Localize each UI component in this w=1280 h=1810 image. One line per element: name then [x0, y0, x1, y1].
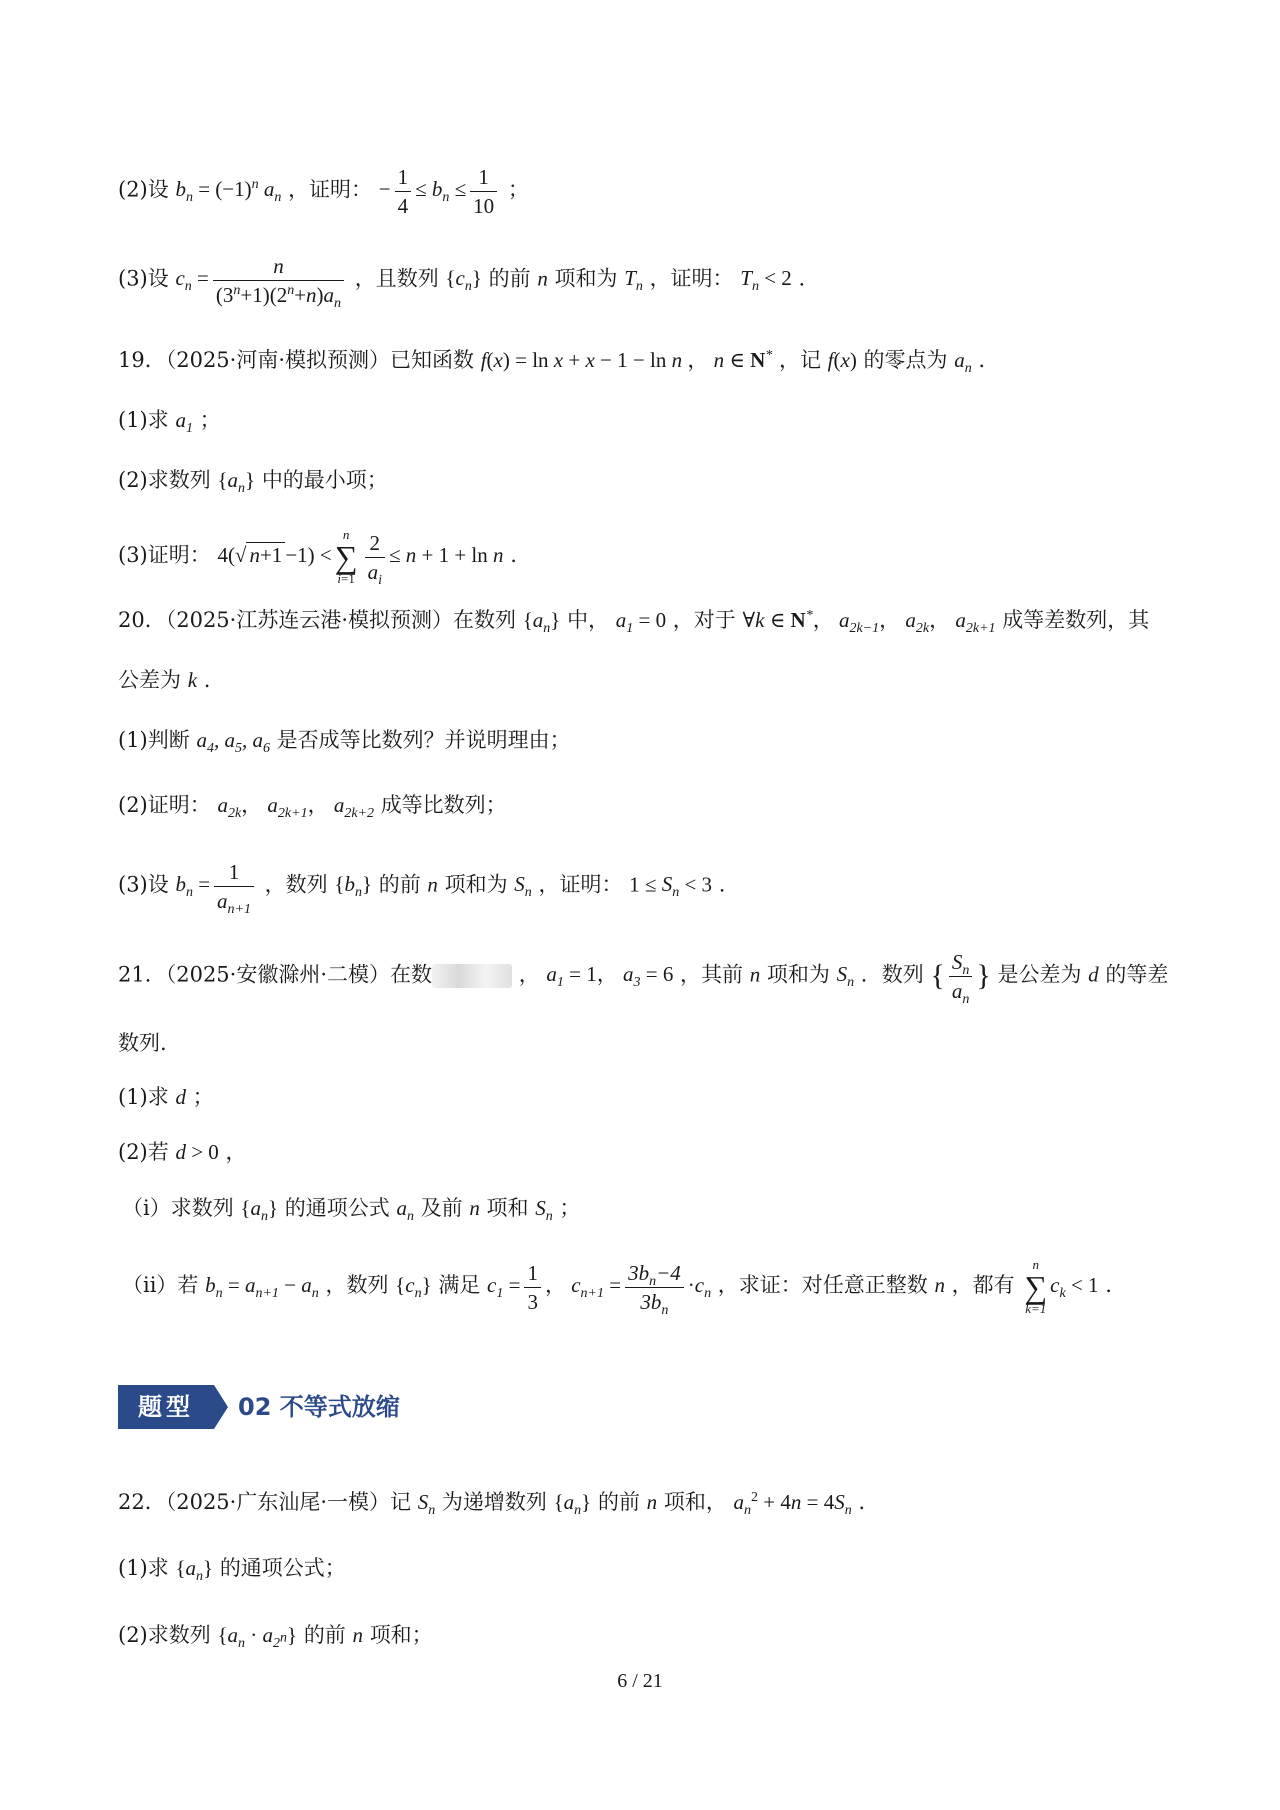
formula: $a_n$	[396, 1196, 414, 1225]
formula: { $\frac{S_n}{a_n}$ }	[930, 950, 991, 1008]
text: 项和为	[554, 266, 618, 291]
q19-part2	[118, 465, 1180, 495]
formula: $\{b_n\}$	[334, 872, 373, 901]
text: (1)求	[118, 1556, 169, 1580]
text: (1)求	[118, 408, 169, 432]
text: 的等差	[1105, 962, 1169, 987]
text: ，	[518, 962, 540, 987]
text: 是公差为	[997, 962, 1082, 987]
text: (1)求	[118, 1085, 169, 1109]
badge-arrow-icon	[214, 1385, 228, 1429]
q21-part2-i	[122, 1193, 1180, 1223]
text: ，记	[778, 348, 821, 372]
formula: n	[427, 872, 438, 897]
text: ，且数列	[354, 266, 439, 291]
q22-part1	[118, 1553, 1180, 1583]
text: 项和为	[444, 872, 508, 897]
formula: d	[1088, 962, 1099, 987]
formula: $\{c_n\}$	[445, 266, 482, 295]
formula: f(x) = ln x + x − 1 − ln n ， n ∈ N*	[480, 348, 773, 372]
blurred-region	[432, 964, 512, 988]
text: (2)求数列	[118, 1623, 211, 1647]
formula: $c_1$ = $\frac{1}{3}$ ， $c_{n+1}$ = $\frac{3b_n-4}{3b_n}$ $\cdot c_n$	[487, 1260, 712, 1318]
q21-part2	[118, 1137, 1180, 1167]
formula: $S_n$	[417, 1490, 436, 1519]
formula: $\{a_n\}$	[217, 468, 256, 497]
formula: $\{a_n\}$	[522, 608, 561, 637]
text: 的通项公式；	[219, 1556, 346, 1580]
formula: $\{a_n\}$	[175, 1556, 214, 1585]
formula: $1 \le S_n < 3$	[629, 872, 713, 901]
text: (1)判断	[118, 728, 190, 752]
text: （ii）若	[122, 1272, 199, 1297]
text: 20．（2025·江苏连云港·模拟预测）在数列	[118, 608, 517, 632]
text: 的前	[488, 266, 531, 291]
formula: $T_n < 2$	[740, 266, 792, 295]
text: 的前	[597, 1490, 640, 1514]
text: ，都有	[951, 1272, 1015, 1297]
text: 项和	[486, 1196, 529, 1220]
q18-part2	[118, 163, 1180, 220]
text: ；	[192, 1085, 214, 1109]
formula: $S_n$	[514, 872, 532, 901]
formula: n	[934, 1272, 945, 1297]
formula: $a_n^2 + 4n = 4S_n$	[733, 1490, 852, 1519]
text: 项和，	[663, 1490, 727, 1514]
text: 的前	[303, 1623, 346, 1647]
text: （i）求数列	[122, 1196, 234, 1220]
formula: − $\frac{1}{4}$ ≤ $b_n$ ≤ $\frac{1}{10}$	[379, 177, 501, 201]
section-title: 02 不等式放缩	[238, 1393, 400, 1421]
text: 成等比数列；	[380, 793, 507, 817]
text: ；	[507, 177, 529, 202]
question-20-cont	[118, 665, 1180, 695]
q22-part2	[118, 1620, 1180, 1650]
formula: d	[175, 1085, 186, 1109]
text: (2)求数列	[118, 468, 211, 492]
text: (2)设	[118, 177, 169, 202]
text: .	[203, 668, 211, 692]
text: ，	[225, 1140, 247, 1164]
formula: $a_1 = 0$	[615, 608, 667, 637]
section-banner	[118, 1385, 498, 1429]
text: ；	[199, 408, 221, 432]
text: .	[510, 542, 517, 567]
formula: $b_n = (-1)^n$ $a_n$	[175, 177, 282, 206]
formula: n	[749, 962, 761, 987]
text: ，数列	[264, 872, 328, 897]
question-21-cont	[118, 1028, 1180, 1058]
formula: $c_n$ = $\frac{n}{(3^n+1)(2^n+n)a_n}$	[175, 266, 348, 290]
text: ，对于	[672, 608, 736, 632]
text: ，求证：对任意正整数	[717, 1272, 928, 1297]
text: (3)设	[118, 872, 169, 897]
formula: $\{a_n\}$	[553, 1490, 592, 1519]
formula: n	[646, 1490, 658, 1514]
text: 的前	[378, 872, 421, 897]
text: 中的最小项；	[261, 468, 388, 492]
formula: $a_1 = 1$， $a_3 = 6$	[546, 962, 674, 991]
text: .	[798, 266, 806, 291]
formula: n	[352, 1623, 363, 1647]
text: 成等差数列，其	[1002, 608, 1150, 632]
page-number: 6 / 21	[617, 1670, 663, 1692]
text: 满足	[438, 1272, 481, 1297]
formula: $b_n$ = $\frac{1}{a_{n+1}}$	[175, 872, 258, 896]
question-20	[118, 605, 1180, 635]
formula: d > 0	[175, 1140, 219, 1164]
formula: $\{a_n \cdot a_{2^n}\}$	[217, 1623, 298, 1652]
text: ．数列	[860, 962, 924, 987]
q19-part1	[118, 405, 1180, 435]
text: 21．（2025·安徽滁州·二模）在数	[118, 962, 433, 987]
formula: n ∑ k=1 $c_k < 1$	[1024, 1257, 1099, 1316]
formula: $b_n = a_{n+1} - a_n$	[205, 1272, 319, 1301]
formula: $S_n$	[535, 1196, 553, 1225]
formula: $\{a_n\}$	[240, 1196, 279, 1225]
text: 为递增数列	[441, 1490, 547, 1514]
text: .	[858, 1490, 866, 1514]
question-22	[118, 1487, 1180, 1517]
text: 的通项公式	[284, 1196, 390, 1220]
text: .	[1105, 1272, 1112, 1297]
text: ，其前	[680, 962, 744, 987]
text: ；	[559, 1196, 581, 1220]
q18-part3	[118, 252, 1180, 312]
formula: $a_n$	[954, 348, 972, 377]
text: 项和为	[766, 962, 830, 987]
formula: $T_n$	[624, 266, 643, 295]
text: 公差为	[118, 668, 181, 692]
formula: $a_{2k}$， $a_{2k+1}$， $a_{2k+2}$	[217, 793, 374, 822]
text: 中，	[567, 608, 610, 632]
formula: 4(√ n+1 −1) < n ∑ i=1 $\frac{2}{a_i}$ ≤ n + 1 + ln n	[217, 527, 504, 588]
text: 及前	[420, 1196, 463, 1220]
section-badge: 题型	[118, 1385, 214, 1429]
text: 的零点为	[863, 348, 948, 372]
text: 数列.	[118, 1031, 167, 1055]
formula: ∀k ∈ N*， $a_{2k-1}$， $a_{2k}$， $a_{2k+1}$	[742, 608, 996, 637]
question-21	[118, 948, 1180, 1008]
text: .	[718, 872, 726, 897]
q21-part1	[118, 1082, 1180, 1112]
text: ，证明：	[288, 177, 373, 202]
text: ，证明：	[538, 872, 623, 897]
text: 项和；	[369, 1623, 433, 1647]
text: 19．（2025·河南·模拟预测）已知函数	[118, 348, 475, 372]
formula: $\{c_n\}$	[395, 1272, 432, 1301]
text: (3)设	[118, 266, 169, 291]
formula: k	[187, 668, 198, 692]
formula: n	[537, 266, 548, 291]
q20-part1	[118, 725, 1180, 755]
q20-part2	[118, 790, 1180, 820]
formula: f(x)	[827, 348, 857, 372]
text: 是否成等比数列？并说明理由；	[276, 728, 571, 752]
text: ，数列	[325, 1272, 389, 1297]
q21-part2-ii	[122, 1258, 1180, 1316]
formula: $a_4$, $a_5$, $a_6$	[196, 728, 270, 757]
text: 22．（2025·广东汕尾·一模）记	[118, 1490, 412, 1514]
formula: $S_n$	[836, 962, 855, 991]
text: (2)若	[118, 1140, 169, 1164]
text: .	[978, 348, 986, 372]
text: (2)证明：	[118, 793, 211, 817]
q20-part3	[118, 858, 1180, 918]
text: ，证明：	[649, 266, 734, 291]
question-19	[118, 345, 1180, 375]
formula: $a_1$	[175, 408, 193, 437]
q19-part3	[118, 528, 1180, 586]
formula: n	[469, 1196, 480, 1220]
text: (3)证明：	[118, 542, 211, 567]
